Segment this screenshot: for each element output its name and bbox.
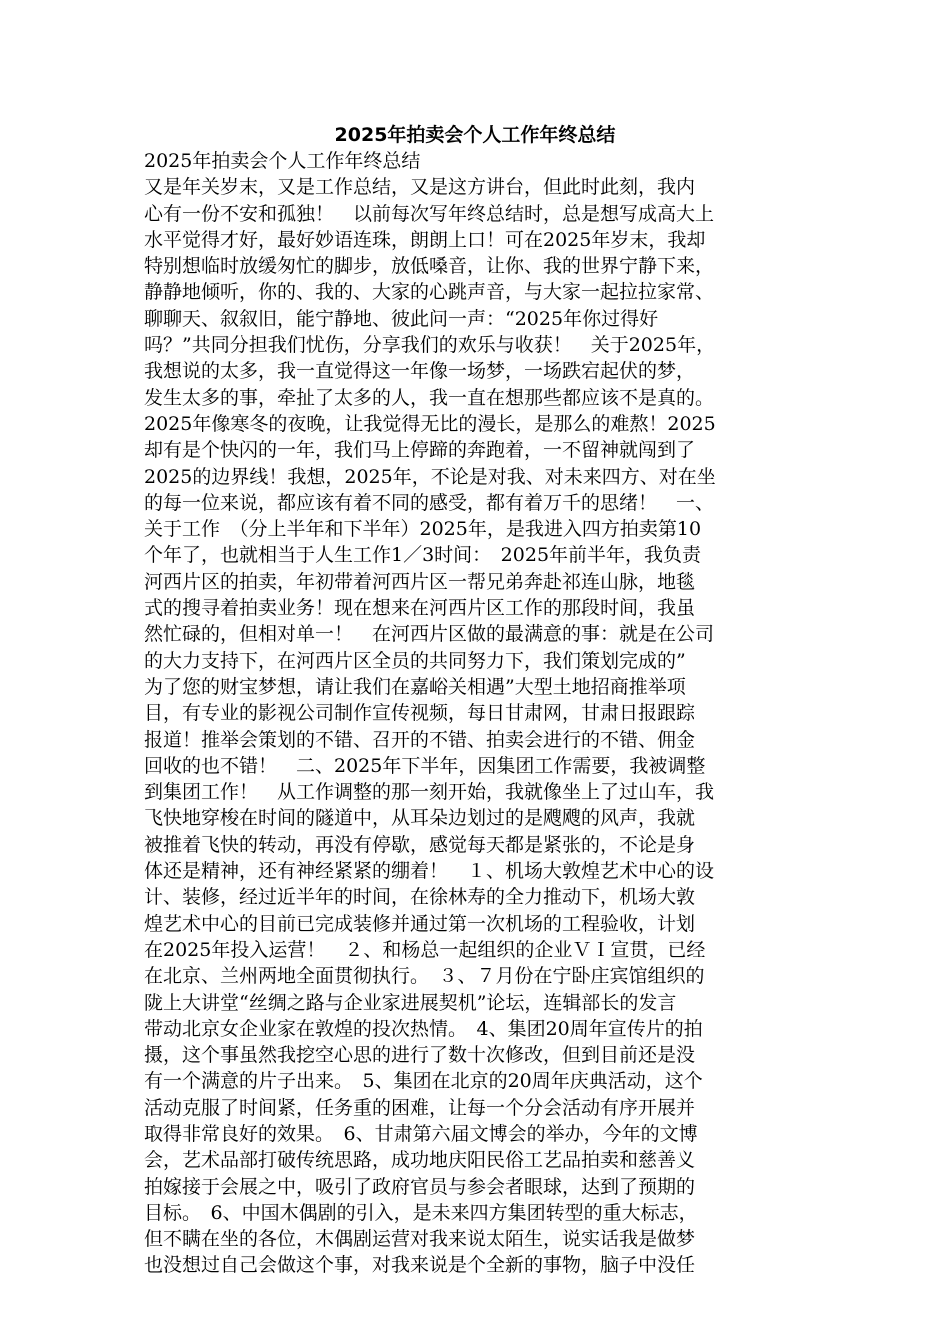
body-text-line: 到集团工作！ 从工作调整的那一刻开始，我就像坐上了过山车，我	[144, 781, 715, 804]
body-text-line: 河西片区的拍卖，年初带着河西片区一帮兄弟奔赴祁连山脉，地毯	[144, 570, 696, 593]
body-text-line: 又是年关岁末，又是工作总结，又是这方讲台，但此时此刻，我内	[144, 176, 696, 199]
body-text-line: 会，艺术品部打破传统思路，成功地庆阳民俗工艺品拍卖和慈善义	[144, 1149, 696, 1172]
body-text-line: 的大力支持下，在河西片区全员的共同努力下，我们策划完成的”	[144, 649, 686, 672]
body-text-line: 活动克服了时间紧，任务重的困难，让每一个分会活动有序开展并	[144, 1096, 696, 1119]
body-text-line: 目，有专业的影视公司制作宣传视频，每日甘肃网，甘肃日报跟踪	[144, 702, 696, 725]
body-text-line: 飞快地穿梭在时间的隧道中，从耳朵边划过的是飕飕的风声，我就	[144, 807, 696, 830]
body-text-line: 也没想过自己会做这个事，对我来说是个全新的事物，脑子中没任	[144, 1254, 696, 1277]
body-text-line: 拍嫁接于会展之中，吸引了政府官员与参会者眼球，达到了预期的	[144, 1175, 696, 1198]
body-text-line: 被推着飞快的转动，再没有停歇，感觉每天都是紧张的，不论是身	[144, 833, 696, 856]
body-text-line: 却有是个快闪的一年，我们马上停蹄的奔跑着，一不留神就闯到了	[144, 439, 696, 462]
body-text-line: 静静地倾听，你的、我的、大家的心跳声音，与大家一起拉拉家常、	[144, 281, 715, 304]
body-text-line: 心有一份不安和孤独！ 以前每次写年终总结时，总是想写成高大上	[144, 202, 715, 225]
body-text-line: 摄，这个事虽然我挖空心思的进行了数十次修改，但到目前还是没	[144, 1044, 696, 1067]
body-text-line: 取得非常良好的效果。 6、甘肃第六届文博会的举办，今年的文博	[144, 1122, 698, 1145]
body-text-line: 在北京、兰州两地全面贯彻执行。 ３、７月份在宁卧庄宾馆组织的	[144, 965, 705, 988]
body-text-line: 体还是精神，还有神经紧紧的绷着！ １、机场大敦煌艺术中心的设	[144, 860, 715, 883]
body-text-line: 2025的边界线！我想，2025年，不论是对我、对未来四方、对在坐	[144, 465, 716, 488]
body-text-line: 目标。 6、中国木偶剧的引入，是未来四方集团转型的重大标志，	[144, 1201, 698, 1224]
body-text-line: 关于工作 （分上半年和下半年）2025年，是我进入四方拍卖第10	[144, 518, 702, 541]
body-text-line: 个年了，也就相当于人生工作1／3时间： 2025年前半年，我负责	[144, 544, 702, 567]
body-text-line: 为了您的财宝梦想，请让我们在嘉峪关相遇”大型土地招商推举项	[144, 675, 686, 698]
document-title: 2025年拍卖会个人工作年终总结	[334, 124, 616, 146]
body-text-line: 煌艺术中心的目前已完成装修并通过第一次机场的工程验收，计划	[144, 912, 696, 935]
document-body	[144, 148, 809, 1279]
body-text-line: 水平觉得才好，最好妙语连珠，朗朗上口！可在2025年岁末，我却	[144, 228, 706, 251]
body-text-line: 特别想临时放缓匆忙的脚步，放低嗓音，让你、我的世界宁静下来，	[144, 255, 715, 278]
body-text-line: 陇上大讲堂“丝绸之路与企业家进展契机”论坛，连辑部长的发言	[144, 991, 677, 1014]
body-text-line: 2025年像寒冬的夜晚，让我觉得无比的漫长，是那么的难熬！2025	[144, 412, 716, 435]
body-text-line: 在2025年投入运营！ ２、和杨总一起组织的企业ＶＩ宣贯，已经	[144, 938, 706, 961]
body-text-line: 的每一位来说，都应该有着不同的感受，都有着万千的思绪！ 一、	[144, 491, 715, 514]
body-text-line: 回收的也不错！ 二、2025年下半年，因集团工作需要，我被调整	[144, 754, 706, 777]
body-text-line: 式的搜寻着拍卖业务！现在想来在河西片区工作的那段时间，我虽	[144, 597, 696, 620]
body-text-line: 吗？”共同分担我们忧伤，分享我们的欢乐与收获！ 关于2025年，	[144, 334, 716, 357]
body-text-line: 发生太多的事，牵扯了太多的人，我一直在想那些都应该不是真的。	[144, 386, 715, 409]
body-text-line: 带动北京女企业家在敦煌的投次热情。 4、集团20周年宣传片的拍	[144, 1017, 703, 1040]
body-text-line: 有一个满意的片子出来。 5、集团在北京的20周年庆典活动，这个	[144, 1070, 703, 1093]
body-text-line: 报道！推举会策划的不错、召开的不错、拍卖会进行的不错、佣金	[144, 728, 696, 751]
body-text-line: 我想说的太多，我一直觉得这一年像一场梦，一场跌宕起伏的梦，	[144, 360, 696, 383]
body-text-line: 2025年拍卖会个人工作年终总结	[144, 150, 421, 172]
body-text-line: 然忙碌的，但相对单一！ 在河西片区做的最满意的事：就是在公司	[144, 623, 715, 646]
body-text-line: 聊聊天、叙叙旧，能宁静地、彼此问一声：“2025年你过得好	[144, 307, 659, 330]
body-text-line: 但不瞒在坐的各位，木偶剧运营对我来说太陌生，说实话我是做梦	[144, 1228, 696, 1251]
body-text-line: 计、装修，经过近半年的时间，在徐林寿的全力推动下，机场大敦	[144, 886, 696, 909]
